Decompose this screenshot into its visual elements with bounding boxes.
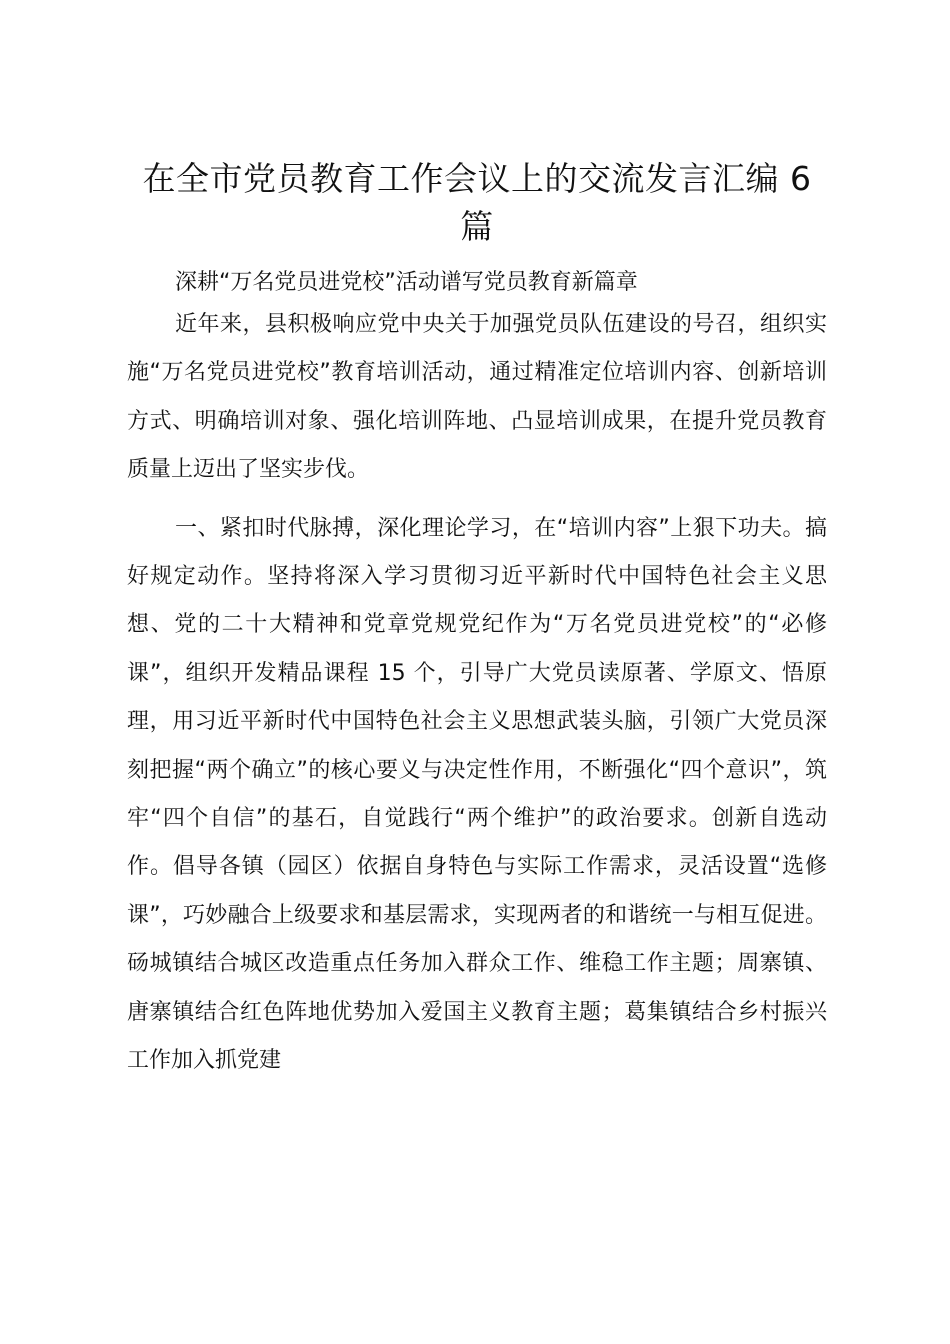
section-one-paragraph: 一、紧扣时代脉搏，深化理论学习，在“培训内容”上狠下功夫。搞好规定动作。坚持将深入学习贯彻习近平新时代中国特色社会主义思想、党的二十大精神和党章党规党纪作为“万名党员进党校”的“必修课”，组织开发精品课程 15 个，引导广大党员读原著、学原文、悟原理，用习近平新时代中国特色社会主义思想武装头脑，引领广大党员深刻把握“两个确立”的核心要义与决定性作用，不断强化“四个意识”，筑牢“四个自信”的基石，自觉践行“两个维护”的政治要求。创新自选动作。倡导各镇（园区）依据自身特色与实际工作需求，灵活设置“选修课”，巧妙融合上级要求和基层需求，实现两者的和谐统一与相互促进。砀城镇结合城区改造重点任务加入群众工作、维稳工作主题；周寨镇、唐寨镇结合红色阵地优势加入爱国主义教育主题；葛集镇结合乡村振兴工作加入抓党建 (127, 515, 827, 1074)
intro-paragraph: 近年来，县积极响应党中央关于加强党员队伍建设的号召，组织实施“万名党员进党校”教育培训活动，通过精准定位培训内容、创新培训方式、明确培训对象、强化培训阵地、凸显培训成果，在提升党员教育质量上迈出了坚实步伐。 (127, 312, 827, 483)
document-page (127, 155, 827, 1086)
document-subtitle: 深耕“万名党员进党校”活动谱写党员教育新篇章 (175, 270, 638, 295)
document-title: 在全市党员教育工作会议上的交流发言汇编 6 篇 (142, 159, 812, 246)
